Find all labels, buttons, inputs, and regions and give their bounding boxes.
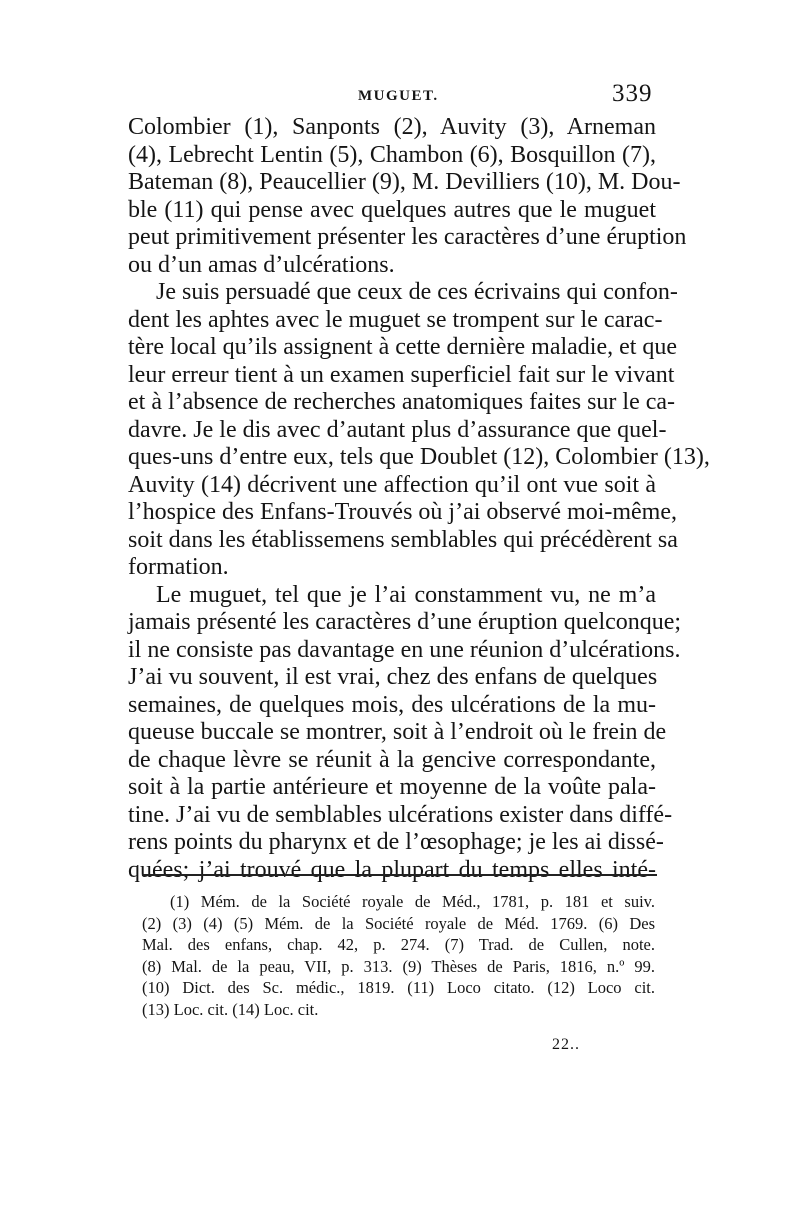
footnote-divider [142, 874, 657, 876]
text-line: rens points du pharynx et de l’œsophage; je les ai dissé- [128, 829, 664, 855]
text-line: il ne consiste pas davantage en une réunion d’ulcérations. [128, 636, 681, 663]
text-line: de chaque lèvre se réunit à la gencive correspondante, [128, 746, 656, 773]
text-line: tine. J’ai vu de semblables ulcérations exister dans diffé- [128, 801, 673, 828]
running-head: MUGUET. [358, 88, 439, 104]
text-line: (4), Lebrecht Lentin (5), Chambon (6), Bosquillon (7), [128, 141, 656, 168]
footnote-line: (2) (3) (4) (5) Mém. de la Société royale de Méd. 1769. (6) Des [142, 913, 655, 933]
text-line: Bateman (8), Peaucellier (9), M. Devilliers (10), M. Dou- [128, 169, 681, 195]
text-line: soit dans les établissemens semblables qui précédèrent sa [128, 526, 678, 553]
text-line: ou d’un amas d’ulcérations. [128, 251, 395, 278]
text-line: Je suis persuadé que ceux de ces écrivains qui confon- [156, 279, 678, 305]
footnote-line: (1) Mém. de la Société royale de Méd., 1781, p. 181 et suiv. [170, 892, 655, 911]
text-line: soit à la partie antérieure et moyenne de la voûte pala- [128, 774, 656, 800]
text-line: Le muguet, tel que je l’ai constamment vu, ne m’a [156, 581, 656, 608]
text-line: J’ai vu souvent, il est vrai, chez des enfans de quelques [128, 664, 658, 690]
footnote-line: (10) Dict. des Sc. médic., 1819. (11) Loco citato. (12) Loco cit. [142, 978, 655, 998]
text-line: jamais présenté les caractères d’une éruption quelconque; [128, 609, 682, 635]
footnote-line: Mal. des enfans, chap. 42, p. 274. (7) Trad. de Cullen, note. [142, 935, 655, 955]
text-line: formation. [128, 554, 229, 580]
text-line: semaines, de quelques mois, des ulcérations de la mu- [128, 691, 656, 718]
text-line: leur erreur tient à un examen superficiel fait sur le vivant [128, 361, 675, 388]
text-line: queuse buccale se montrer, soit à l’endroit où le frein de [128, 719, 667, 745]
footnote-line: (8) Mal. de la peau, VII, p. 313. (9) Thèses de Paris, 1816, n.º 99. [142, 956, 655, 976]
text-line: dent les aphtes avec le muguet se trompent sur le carac- [128, 306, 663, 333]
text-line: davre. Je le dis avec d’autant plus d’assurance que quel- [128, 416, 667, 443]
body-text [128, 114, 710, 884]
signature-mark: 22.. [552, 1036, 580, 1053]
footnotes [142, 891, 655, 1021]
text-line: ques-uns d’entre eux, tels que Doublet (12), Colombier (13), [128, 444, 710, 470]
text-line: quées; j’ai trouvé que la plupart du temps elles inté- [128, 856, 656, 883]
text-line: Auvity (14) décrivent une affection qu’il ont vue soit à [128, 471, 656, 498]
footnote-line: (13) Loc. cit. (14) Loc. cit. [142, 999, 319, 1019]
page-number: 339 [612, 80, 653, 107]
text-line: tère local qu’ils assignent à cette dernière maladie, et que [128, 334, 678, 360]
text-line: et à l’absence de recherches anatomiques faites sur le ca- [128, 389, 676, 415]
text-line: l’hospice des Enfans-Trouvés où j’ai observé moi-même, [128, 499, 677, 525]
text-line: ble (11) qui pense avec quelques autres que le muguet [128, 196, 656, 223]
text-line: Colombier (1), Sanponts (2), Auvity (3), Arneman [128, 114, 656, 140]
text-line: peut primitivement présenter les caractères d’une éruption [128, 224, 687, 250]
